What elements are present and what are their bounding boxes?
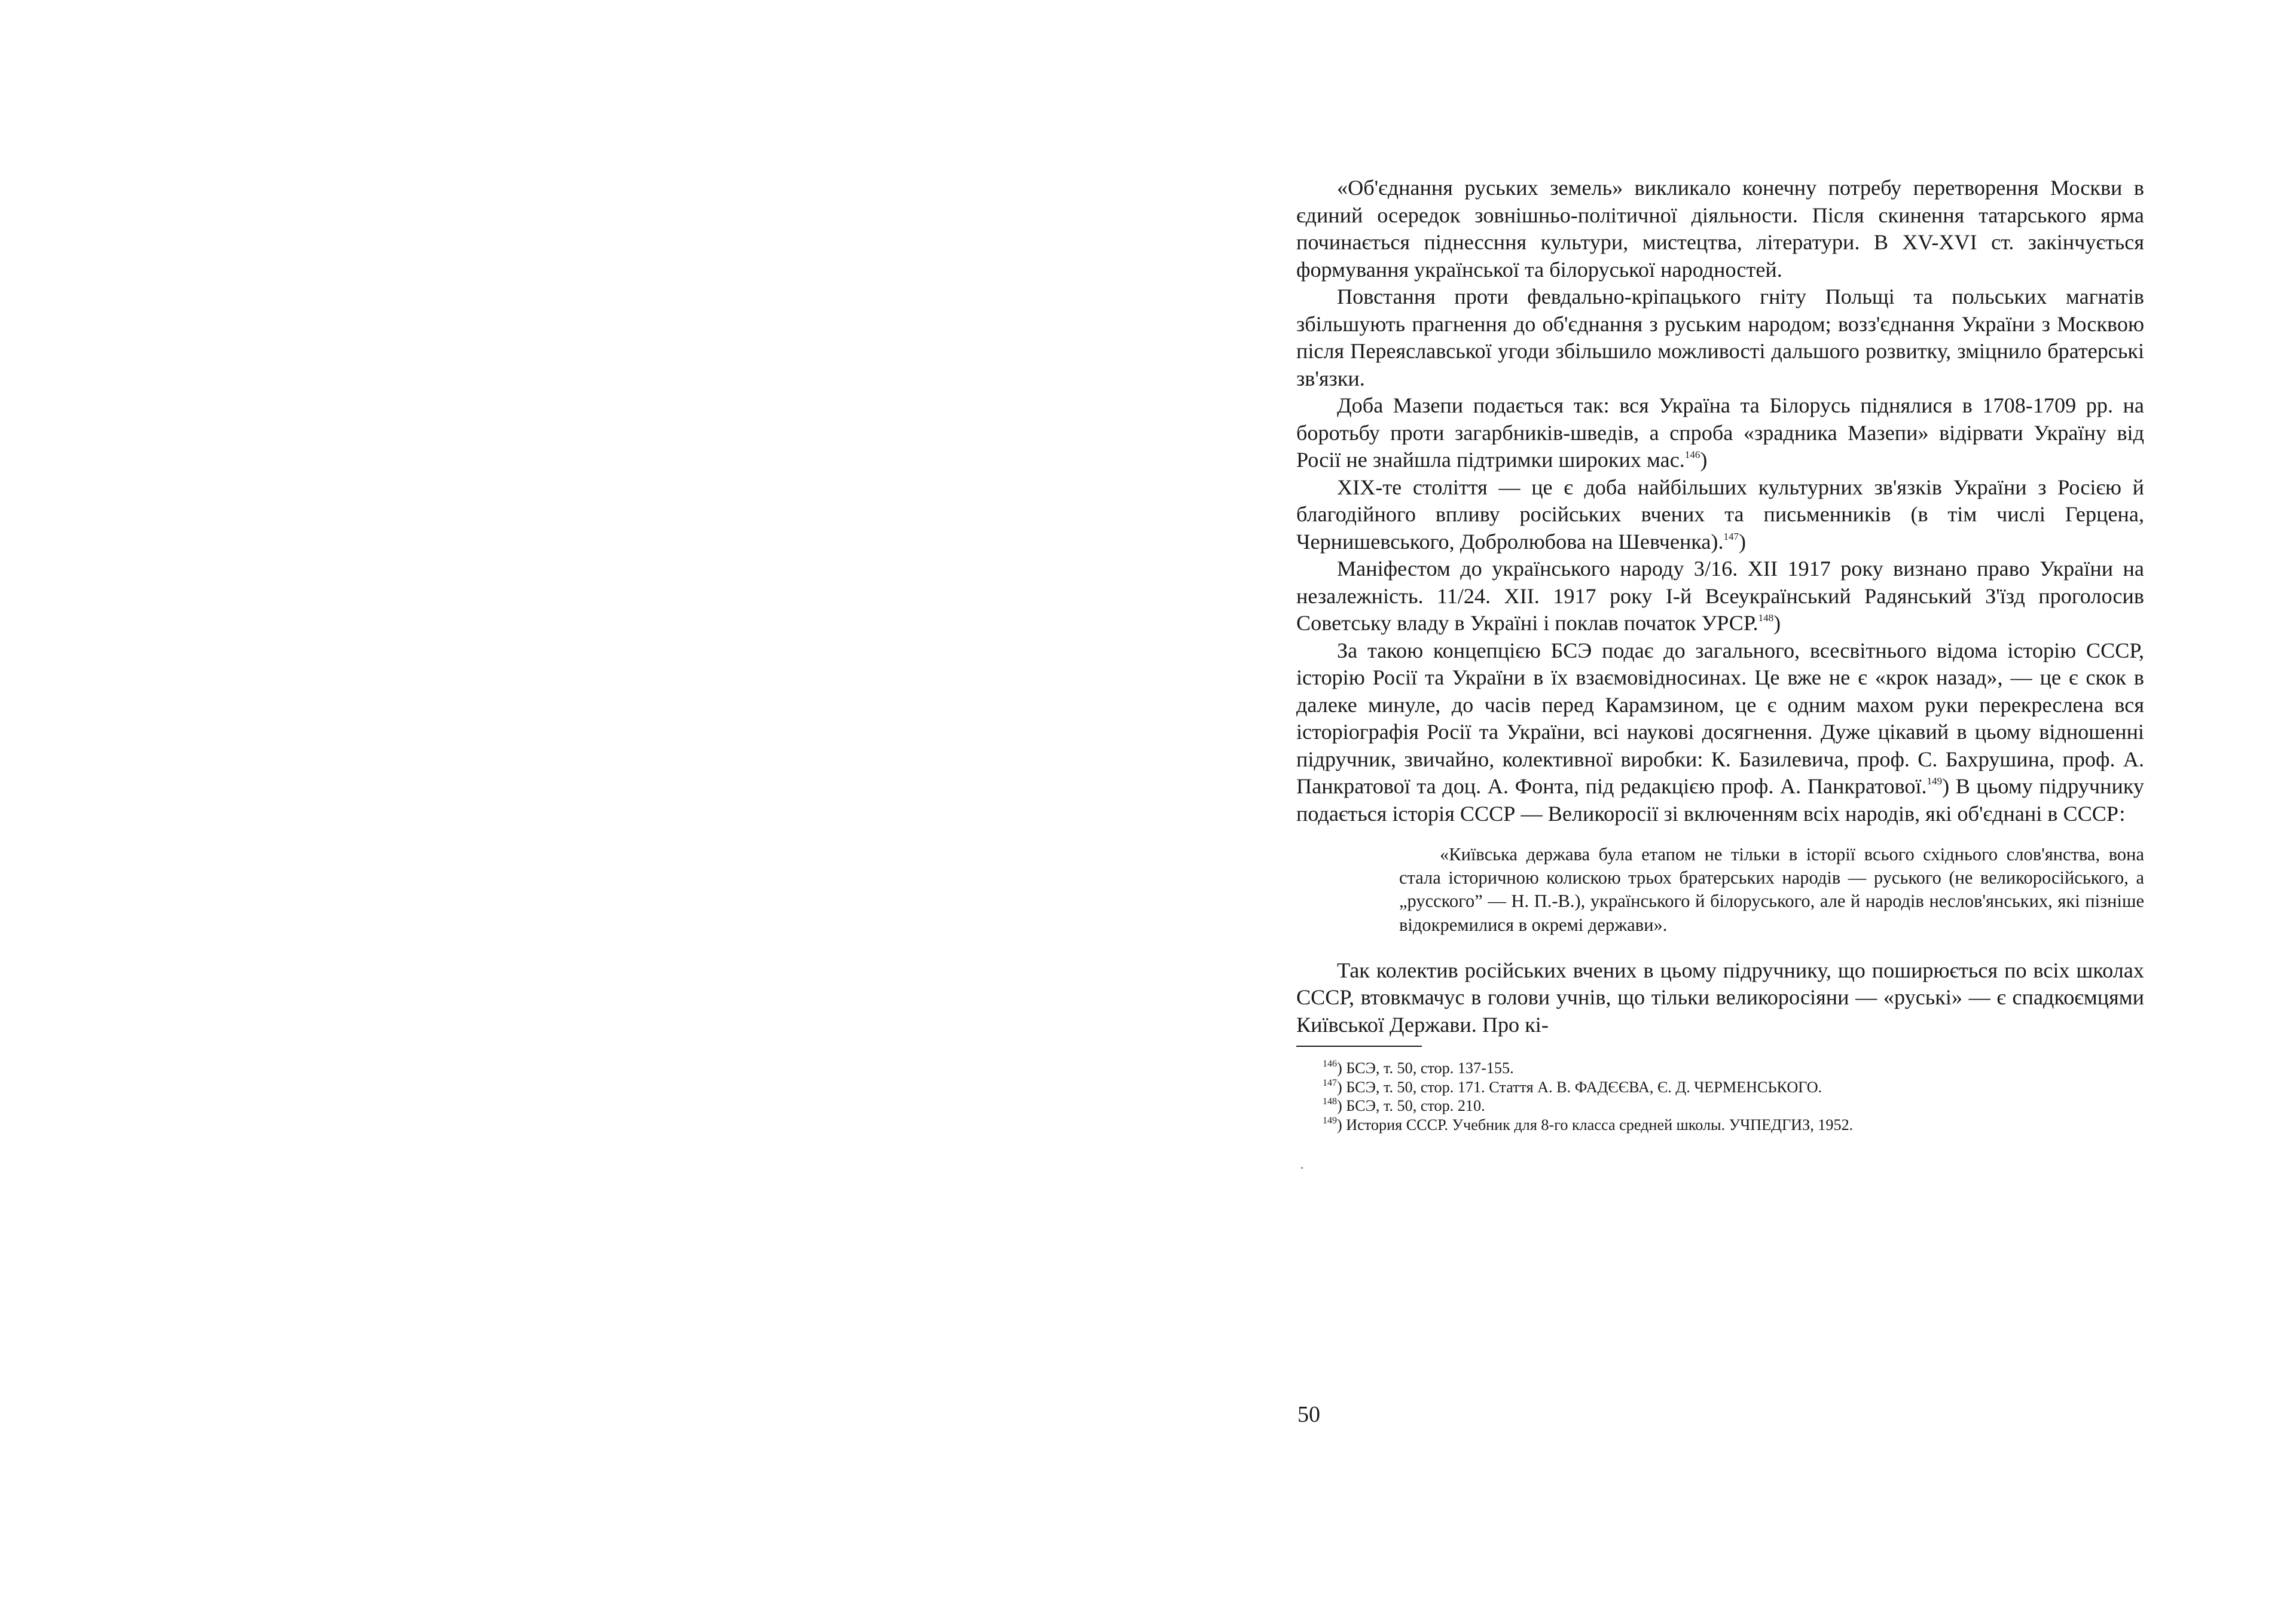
footnote-ref-146: 146 xyxy=(1684,449,1700,460)
scan-speck xyxy=(1301,1167,1303,1169)
footnote-text: ) БСЭ, т. 50, стор. 137-155. xyxy=(1337,1059,1514,1077)
footnote-148 xyxy=(1296,1096,2144,1116)
footnote-number: 146 xyxy=(1323,1059,1337,1070)
paragraph-2 xyxy=(1296,283,2144,392)
paragraph-6-text: За такою концепцією БСЭ подає до загального, всесвітнього відома історію СССР, історію Росії та України в їх взаємовідносинах. Це вже не є «крок назад», — це є скок в далеке минуле, до часів перед Карамзином, це є одним махом руки перекреслена вся історіографія Росії та України, всі наукові досягнення. Дуже цікавий в цьому відношенні підручник, звичайно, колективної виробки: К. Базилевича, проф. С. Бахрушина, проф. А. Панкратової та доц. А. Фонта, під редакцією проф. А. Панкратової. xyxy=(1296,638,2144,798)
paragraph-1 xyxy=(1296,175,2144,283)
paragraph-5 xyxy=(1296,555,2144,637)
footnote-149 xyxy=(1296,1116,2144,1135)
footnote-number: 149 xyxy=(1323,1115,1337,1126)
paragraph-3-after: ) xyxy=(1700,448,1708,472)
footnote-text: ) БСЭ, т. 50, стор. 210. xyxy=(1337,1097,1485,1115)
block-quote: «Київська держава була етапом не тільки в історії всього східнього слов'янства, вона стала історичною колискою трьох братерських народів — руського (не великоросійського, а „русского” — Н. П.-В.), українського й білоруського, але й народів неслов'янських, які пізніше відокремилися в окремі держави». xyxy=(1399,844,2144,935)
paragraph-4 xyxy=(1296,474,2144,556)
footnote-divider xyxy=(1296,1046,1422,1047)
paragraph-2-text: Повстання проти февдально-кріпацького гніту Польщі та польських магнатів збільшують прагнення до об'єднання з руським народом; возз'єднання України з Москвою після Переяславської угоди збільшило можливості дальшого розвитку, зміцнило братерські зв'язки. xyxy=(1296,285,2144,390)
main-text-column xyxy=(1296,175,2144,1134)
paragraph-6 xyxy=(1296,637,2144,828)
footnote-number: 148 xyxy=(1323,1096,1337,1107)
footnote-ref-149: 149 xyxy=(1926,775,1943,787)
paragraph-4-text: XIX-те століття — це є доба найбільших культурних зв'язків України з Росією й благодійного впливу російських вчених та письменників (в тім числі Герцена, Чернишевського, Добролюбова на Шевченка). xyxy=(1296,475,2144,554)
paragraph-3 xyxy=(1296,392,2144,474)
footnote-147 xyxy=(1296,1078,2144,1097)
footnote-146 xyxy=(1296,1059,2144,1078)
footnote-ref-148: 148 xyxy=(1758,612,1774,624)
footnote-text: ) История СССР. Учебник для 8-го класса средней школы. УЧПЕДГИЗ, 1952. xyxy=(1337,1116,1854,1134)
closing-paragraph: Так колектив російських вчених в цьому підручнику, що поширюється по всіх школах СССР, втовкмачус в голови учнів, що тільки великоросіяни — «руські» — є спадкоємцями Київської Держави. Про кі- xyxy=(1296,958,2144,1037)
paragraph-3-text: Доба Мазепи подається так: вся Україна та Білорусь піднялися в 1708-1709 рр. на боротьбу проти загарбників-шведів, а спроба «зрадника Мазепи» відірвати Україну від Росії не знайшла підтримки широких мас. xyxy=(1296,393,2144,472)
paragraph-6-after: ) В цьому підручнику подається історія СССР — Великоросії зі включенням всіх народів, які об'єднані в СССР: xyxy=(1296,774,2144,826)
footnote-number: 147 xyxy=(1323,1077,1337,1088)
footnote-text: ) БСЭ, т. 50, стор. 171. Стаття А. В. ФАДЄЄВА, Є. Д. ЧЕРМЕНСЬКОГО. xyxy=(1337,1078,1822,1096)
paragraph-5-text: Маніфестом до українського народу 3/16. XII 1917 року визнано право України на незалежність. 11/24. XII. 1917 року І-й Всеукраїнський Радянський З'їзд проголосив Советську владу в Україні і поклав початок УРСР. xyxy=(1296,557,2144,635)
paragraph-5-after: ) xyxy=(1773,611,1781,635)
page-number: 50 xyxy=(1297,1402,1320,1427)
paragraph-1-text: «Об'єднання руських земель» викликало конечну потребу перетворення Москви в єдиний осередок зовнішньо-політичної діяльности. Після скинення татарського ярма починається піднессння культури, мистецтва, літератури. В XV-XVI ст. закінчується формування української та білоруської народностей. xyxy=(1296,176,2144,282)
footnote-ref-147: 147 xyxy=(1723,530,1739,542)
footnotes xyxy=(1296,1059,2144,1134)
paragraph-4-after: ) xyxy=(1739,529,1747,554)
